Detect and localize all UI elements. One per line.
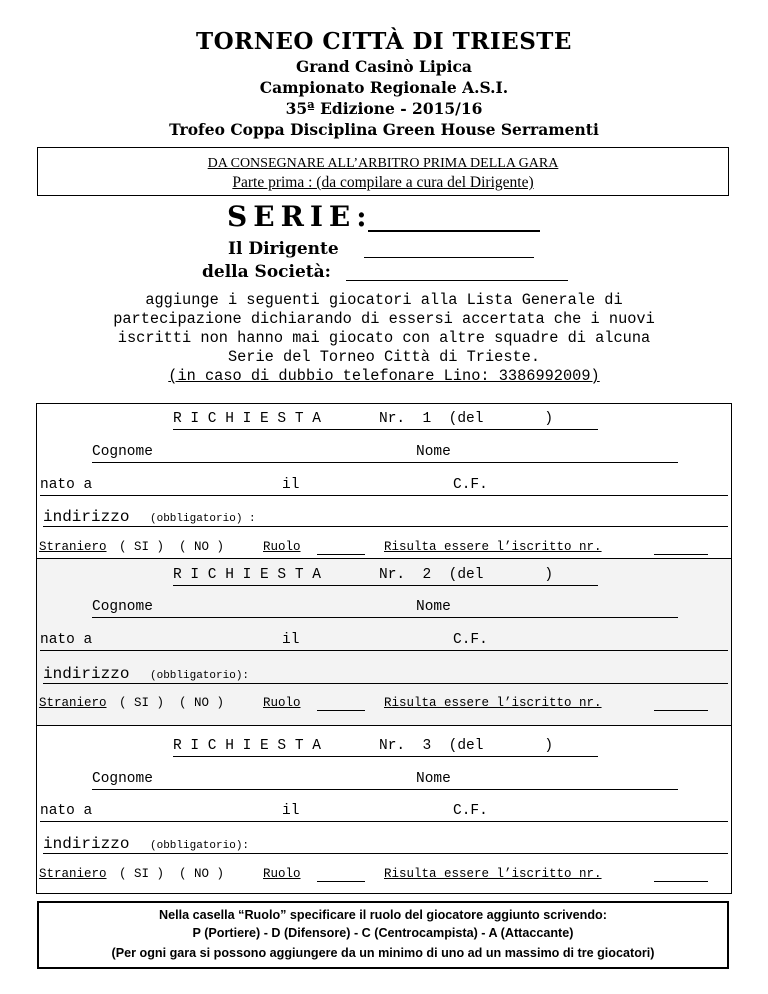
paragraph-line: aggiunge i seguenti giocatori alla Lista Generale di <box>145 291 623 309</box>
dirigente-field[interactable] <box>364 257 534 258</box>
il-label: il <box>282 632 300 648</box>
sponsor-line: Grand Casinò Lipica <box>296 57 472 76</box>
nome-label: Nome <box>416 444 451 460</box>
request-section-1 <box>36 403 732 558</box>
societa-label: della Società: <box>202 262 331 282</box>
part-one-notice: Parte prima : (da compilare a cura del Dirigente) <box>232 174 534 191</box>
cognome-nome-field[interactable] <box>92 617 678 618</box>
nome-label: Nome <box>416 771 451 787</box>
cognome-label: Cognome <box>92 771 153 787</box>
indirizzo-label: indirizzo <box>43 665 130 683</box>
delivery-notice-box <box>37 147 729 196</box>
societa-field[interactable] <box>346 280 568 281</box>
request-section-3 <box>36 726 732 894</box>
paragraph-line: Serie del Torneo Città di Trieste. <box>227 348 541 366</box>
edition-line: 35ª Edizione - 2015/16 <box>285 99 483 118</box>
ruolo-field[interactable] <box>317 881 365 882</box>
straniero-label: Straniero <box>39 696 107 710</box>
trophy-line: Trofeo Coppa Disciplina Green House Serramenti <box>169 120 599 139</box>
obbligatorio-note: (obbligatorio) : <box>150 513 256 525</box>
request-number: Nr. 2 (del ) <box>379 567 554 583</box>
ruolo-field[interactable] <box>317 710 365 711</box>
cognome-nome-field[interactable] <box>92 462 678 463</box>
richiesta-label: R I C H I E S T A <box>173 411 321 427</box>
cognome-nome-field[interactable] <box>92 789 678 790</box>
ruolo-label: Ruolo <box>263 696 301 710</box>
il-label: il <box>282 477 300 493</box>
iscritto-nr-field[interactable] <box>654 881 708 882</box>
richiesta-underline <box>173 429 598 430</box>
ruolo-label: Ruolo <box>263 867 301 881</box>
si-no-choice[interactable]: ( SI ) ( NO ) <box>119 696 225 710</box>
indirizzo-field[interactable] <box>43 853 728 854</box>
ruolo-field[interactable] <box>317 554 365 555</box>
richiesta-label: R I C H I E S T A <box>173 738 321 754</box>
players-limit-note: (Per ogni gara si possono aggiungere da un minimo di uno ad un massimo di tre giocatori) <box>111 946 655 960</box>
paragraph-line: partecipazione dichiarando di essersi accertata che i nuovi <box>113 310 655 328</box>
straniero-label: Straniero <box>39 867 107 881</box>
iscritto-nr-field[interactable] <box>654 710 708 711</box>
delivery-notice: DA CONSEGNARE ALL’ARBITRO PRIMA DELLA GARA <box>207 156 559 171</box>
iscritto-nr-field[interactable] <box>654 554 708 555</box>
cf-label: C.F. <box>453 477 488 493</box>
obbligatorio-note: (obbligatorio): <box>150 670 250 682</box>
birth-cf-field[interactable] <box>40 821 728 822</box>
richiesta-label: R I C H I E S T A <box>173 567 321 583</box>
richiesta-underline <box>173 756 598 757</box>
si-no-choice[interactable]: ( SI ) ( NO ) <box>119 540 225 554</box>
richiesta-underline <box>173 585 598 586</box>
cognome-label: Cognome <box>92 444 153 460</box>
indirizzo-field[interactable] <box>43 526 728 527</box>
dirigente-label: Il Dirigente <box>228 239 339 259</box>
indirizzo-field[interactable] <box>43 683 728 684</box>
serie-label: SERIE: <box>227 200 373 233</box>
birth-cf-field[interactable] <box>40 495 728 496</box>
risulta-label: Risulta essere l’iscritto nr. <box>384 696 602 710</box>
obbligatorio-note: (obbligatorio): <box>150 840 250 852</box>
straniero-label: Straniero <box>39 540 107 554</box>
ruolo-label: Ruolo <box>263 540 301 554</box>
serie-field[interactable] <box>368 230 540 232</box>
ruolo-codes: P (Portiere) - D (Difensore) - C (Centrocampista) - A (Attaccante) <box>192 926 574 940</box>
request-section-2 <box>36 558 732 726</box>
request-number: Nr. 1 (del ) <box>379 411 554 427</box>
birth-cf-field[interactable] <box>40 650 728 651</box>
championship-line: Campionato Regionale A.S.I. <box>259 78 509 97</box>
nato-label: nato a <box>40 803 93 819</box>
ruolo-instruction: Nella casella “Ruolo” specificare il ruolo del giocatore aggiunto scrivendo: <box>159 908 607 922</box>
nato-label: nato a <box>40 632 93 648</box>
nato-label: nato a <box>40 477 93 493</box>
indirizzo-label: indirizzo <box>43 508 130 526</box>
cognome-label: Cognome <box>92 599 153 615</box>
document-title: TORNEO CITTÀ DI TRIESTE <box>196 28 572 55</box>
il-label: il <box>282 803 300 819</box>
request-number: Nr. 3 (del ) <box>379 738 554 754</box>
risulta-label: Risulta essere l’iscritto nr. <box>384 540 602 554</box>
cf-label: C.F. <box>453 803 488 819</box>
paragraph-line: iscritti non hanno mai giocato con altre squadre di alcuna <box>117 329 651 347</box>
risulta-label: Risulta essere l’iscritto nr. <box>384 867 602 881</box>
cf-label: C.F. <box>453 632 488 648</box>
si-no-choice[interactable]: ( SI ) ( NO ) <box>119 867 225 881</box>
indirizzo-label: indirizzo <box>43 835 130 853</box>
phone-note: (in caso di dubbio telefonare Lino: 3386992009) <box>168 367 600 385</box>
ruolo-instructions-box <box>37 901 729 969</box>
nome-label: Nome <box>416 599 451 615</box>
